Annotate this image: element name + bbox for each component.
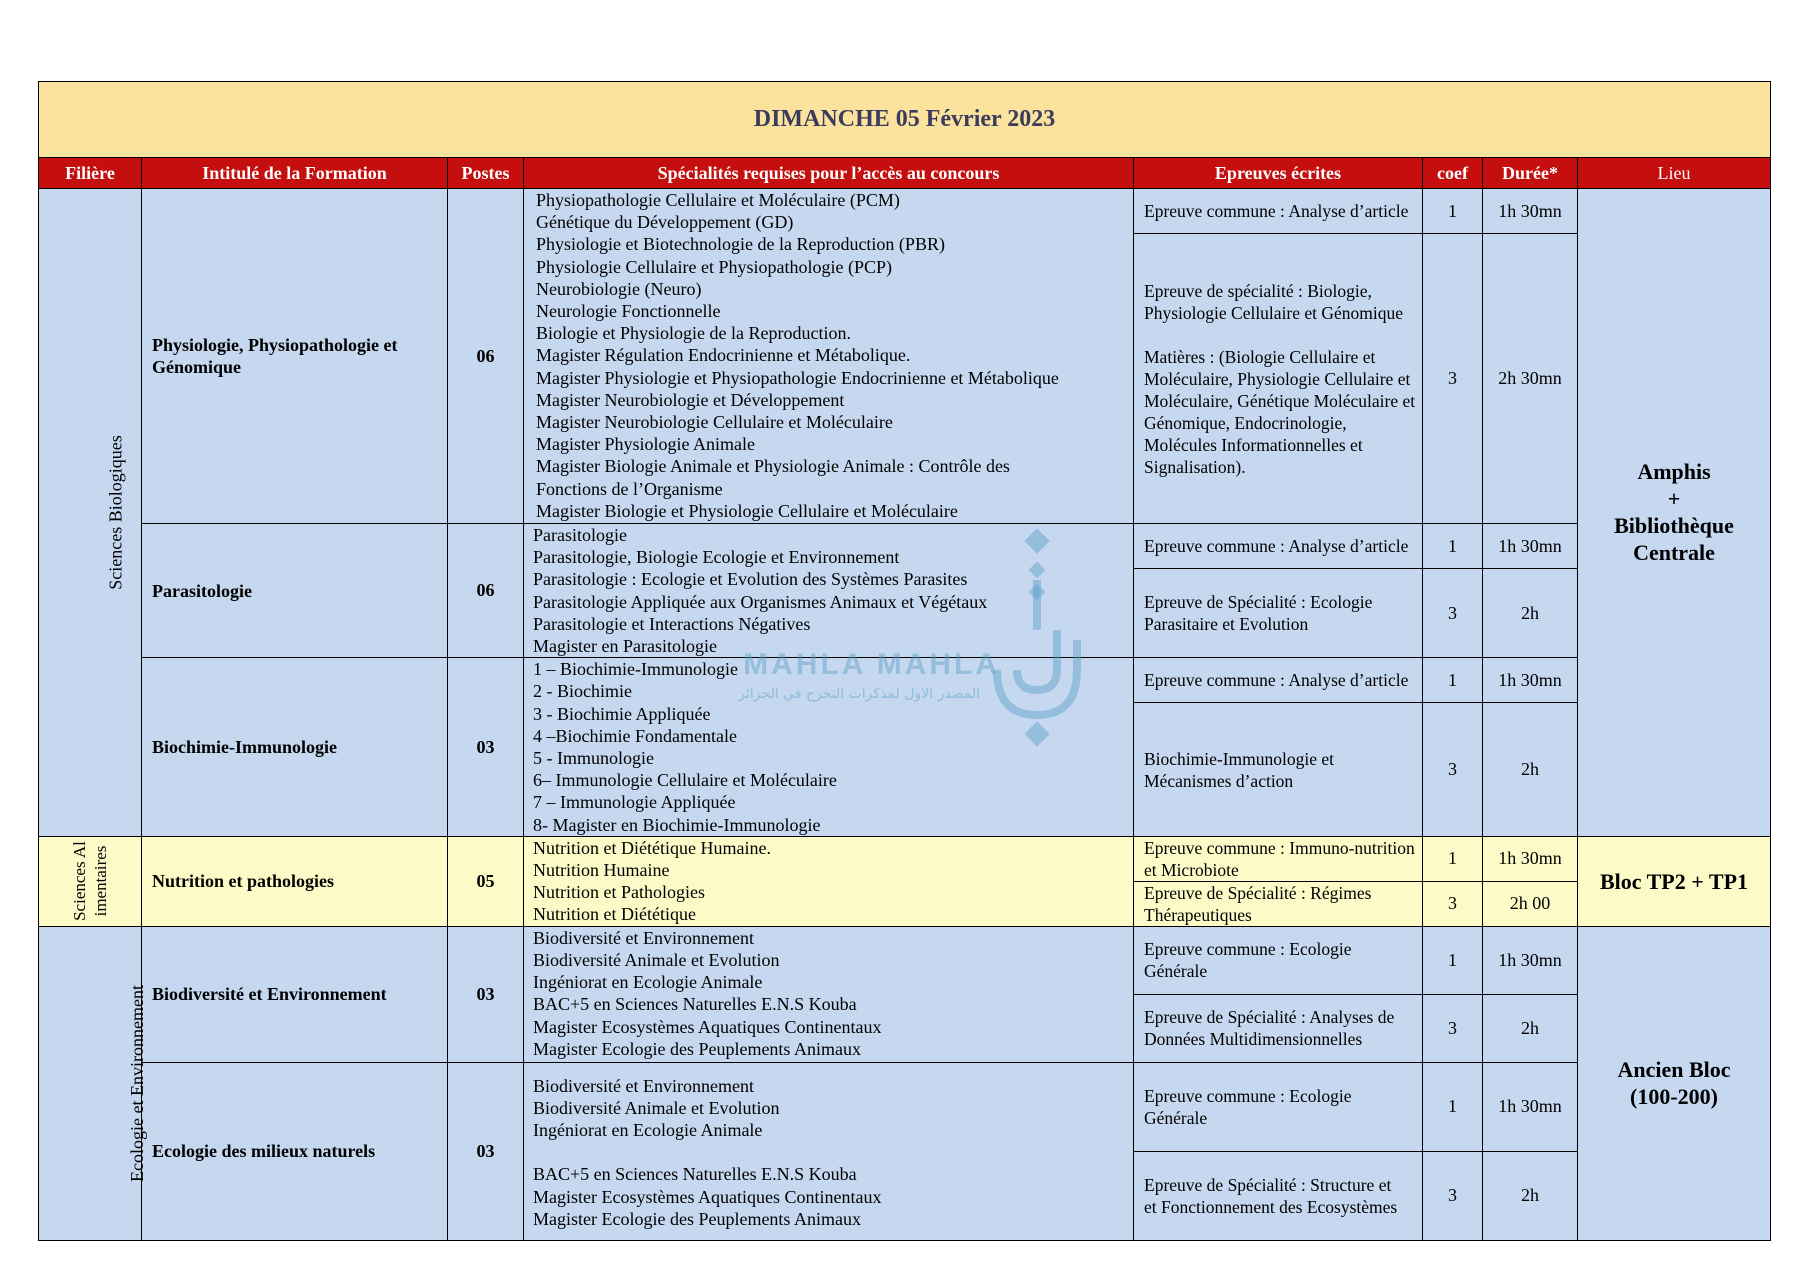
duree-value: 1h 30mn <box>1483 1062 1578 1151</box>
list-item: Magister Ecologie des Peuplements Animaux <box>533 1038 861 1059</box>
list-item: Magister Neurobiologie Cellulaire et Moléculaire <box>536 412 893 433</box>
watermark-text: MAHLA MAHLA <box>743 648 1000 681</box>
header-lieu: Lieu <box>1578 158 1771 189</box>
list-item: Magister Biologie Animale et Physiologie Animale : Contrôle des <box>536 456 1010 477</box>
list-item: Physiologie Cellulaire et Physiopathologie (PCP) <box>536 256 892 277</box>
coef-value: 3 <box>1423 703 1483 836</box>
header-filiere: Filière <box>39 158 142 189</box>
list-item: Nutrition et Diététique <box>533 904 696 925</box>
epreuve-text: Epreuve commune : Immuno-nutrition et Microbiote <box>1134 836 1423 881</box>
list-item: 7 – Immunologie Appliquée <box>533 792 736 813</box>
coef-value: 3 <box>1423 881 1483 926</box>
list-item: Biodiversité et Environnement <box>533 1075 754 1096</box>
table-row <box>39 1062 1771 1151</box>
epreuve-text: Epreuve de Spécialité : Analyses de Données Multidimensionnelles <box>1134 994 1423 1062</box>
filiere-label: Sciences Alimentaires <box>70 841 110 922</box>
list-item: Génétique du Développement (GD) <box>536 212 794 233</box>
postes-value: 03 <box>448 926 524 1062</box>
epreuve-text: Biochimie-Immunologie et Mécanismes d’action <box>1134 703 1423 836</box>
coef-value: 1 <box>1423 836 1483 881</box>
epreuve-text: Epreuve commune : Analyse d’article <box>1134 189 1423 234</box>
header-duree: Durée* <box>1483 158 1578 189</box>
list-item: Magister en Parasitologie <box>533 636 717 657</box>
coef-value: 1 <box>1423 658 1483 703</box>
list-item: Nutrition et Diététique Humaine. <box>533 837 771 858</box>
lieu-line: + <box>1667 486 1681 512</box>
lieu-cell <box>1578 926 1771 1240</box>
filiere-label: Ecologie et Environnement <box>126 984 147 1182</box>
epreuve-paragraph: Epreuve de Spécialité : Structure et <box>1144 1174 1392 1195</box>
duree-value: 2h 00 <box>1483 881 1578 926</box>
epreuve-paragraph: et Fonctionnement des Ecosystèmes <box>1144 1196 1398 1217</box>
spacer <box>533 1141 1125 1163</box>
formation-name: Nutrition et pathologies <box>142 836 448 926</box>
list-item: Magister Ecosystèmes Aquatiques Continentaux <box>533 1186 882 1207</box>
formation-name: Physiologie, Physiopathologie et Génomique <box>142 189 448 524</box>
page-title: DIMANCHE 05 Février 2023 <box>39 82 1771 158</box>
filiere-cell <box>39 836 142 926</box>
header-coef: coef <box>1423 158 1483 189</box>
specialites-list <box>524 524 1134 658</box>
coef-value: 1 <box>1423 524 1483 569</box>
lieu-cell <box>1578 189 1771 837</box>
list-item: Ingéniorat en Ecologie Animale <box>533 972 763 993</box>
duree-value: 1h 30mn <box>1483 836 1578 881</box>
specialites-list <box>524 189 1134 524</box>
list-item: Biodiversité Animale et Evolution <box>533 1098 780 1119</box>
coef-value: 3 <box>1423 569 1483 658</box>
formation-name: Ecologie des milieux naturels <box>142 1062 448 1240</box>
list-item: Magister Biologie et Physiologie Cellulaire et Moléculaire <box>536 500 958 521</box>
coef-value: 1 <box>1423 189 1483 234</box>
postes-value: 03 <box>448 1062 524 1240</box>
list-item: Parasitologie : Ecologie et Evolution des Systèmes Parasites <box>533 569 968 590</box>
formation-name: Biochimie-Immunologie <box>142 658 448 837</box>
duree-value: 2h <box>1483 994 1578 1062</box>
epreuve-text <box>1134 1151 1423 1240</box>
epreuve-text: Epreuve commune : Analyse d’article <box>1134 524 1423 569</box>
epreuve-text: Epreuve commune : Analyse d’article <box>1134 658 1423 703</box>
table-row <box>39 926 1771 994</box>
spacer <box>1144 324 1416 346</box>
header-formation: Intitulé de la Formation <box>142 158 448 189</box>
list-item: Biologie et Physiologie de la Reproduction. <box>536 323 851 344</box>
list-item: Magister Régulation Endocrinienne et Métabolique. <box>536 345 911 366</box>
lieu-line: (100-200) <box>1630 1084 1718 1110</box>
duree-value: 2h <box>1483 569 1578 658</box>
schedule-sheet <box>38 81 1770 1241</box>
list-item: Nutrition Humaine <box>533 860 670 881</box>
coef-value: 3 <box>1423 1151 1483 1240</box>
postes-value: 05 <box>448 836 524 926</box>
duree-value: 2h 30mn <box>1483 234 1578 524</box>
list-item: Parasitologie Appliquée aux Organismes Animaux et Végétaux <box>533 591 988 612</box>
duree-value: 2h <box>1483 703 1578 836</box>
list-item: Neurobiologie (Neuro) <box>536 278 702 299</box>
coef-value: 1 <box>1423 926 1483 994</box>
list-item: 5 - Immunologie <box>533 748 654 769</box>
list-item: Biodiversité Animale et Evolution <box>533 950 780 971</box>
list-item: 4 –Biochimie Fondamentale <box>533 725 737 746</box>
duree-value: 1h 30mn <box>1483 658 1578 703</box>
filiere-label: Sciences Biologiques <box>105 435 126 590</box>
epreuve-text: Epreuve de Spécialité : Ecologie Parasitaire et Evolution <box>1134 569 1423 658</box>
list-item: Nutrition et Pathologies <box>533 882 705 903</box>
watermark-subtitle: المصدر الاول لمذكرات التخرج في الجزائر <box>738 686 980 702</box>
header-epreuves: Epreuves écrites <box>1134 158 1423 189</box>
list-item: Biodiversité et Environnement <box>533 927 754 948</box>
epreuve-text <box>1134 234 1423 524</box>
lieu-line: Centrale <box>1633 540 1715 566</box>
table-header-row <box>39 158 1771 189</box>
header-postes: Postes <box>448 158 524 189</box>
list-item: Parasitologie et Interactions Négatives <box>533 613 811 634</box>
epreuve-paragraph: Epreuve de spécialité : Biologie, Physiologie Cellulaire et Génomique <box>1144 280 1404 323</box>
formation-name: Biodiversité et Environnement <box>142 926 448 1062</box>
epreuve-paragraph: Matières : (Biologie Cellulaire et Moléculaire, Physiologie Cellulaire et Moléculaire, Génétique Moléculaire et Génomique, Endocrinologie, Molécules Informationnelles et Signalisation). <box>1144 346 1416 477</box>
duree-value: 2h <box>1483 1151 1578 1240</box>
list-item: Parasitologie, Biologie Ecologie et Environnement <box>533 547 900 568</box>
list-item: Magister Physiologie Animale <box>536 434 755 455</box>
list-item: BAC+5 en Sciences Naturelles E.N.S Kouba <box>533 1164 857 1185</box>
list-item: Magister Ecologie des Peuplements Animaux <box>533 1208 861 1229</box>
list-item: Magister Ecosystèmes Aquatiques Continentaux <box>533 1016 882 1037</box>
list-item: Fonctions de l’Organisme <box>536 478 723 499</box>
list-item: Physiopathologie Cellulaire et Moléculaire (PCM) <box>536 190 900 210</box>
postes-value: 06 <box>448 189 524 524</box>
schedule-table <box>38 81 1771 1241</box>
specialites-list <box>524 1062 1134 1240</box>
lieu-line: Bibliothèque <box>1614 513 1734 539</box>
duree-value: 1h 30mn <box>1483 926 1578 994</box>
lieu-line: Amphis <box>1637 459 1711 485</box>
filiere-cell <box>39 189 142 837</box>
coef-value: 3 <box>1423 234 1483 524</box>
list-item: BAC+5 en Sciences Naturelles E.N.S Kouba <box>533 994 857 1015</box>
table-row <box>39 189 1771 234</box>
header-specialites: Spécialités requises pour l’accès au concours <box>524 158 1134 189</box>
list-item: Parasitologie <box>533 525 627 545</box>
list-item: Ingéniorat en Ecologie Animale <box>533 1120 763 1141</box>
formation-name: Parasitologie <box>142 524 448 658</box>
list-item: Neurologie Fonctionnelle <box>536 301 721 322</box>
specialites-list <box>524 926 1134 1062</box>
specialites-list <box>524 836 1134 926</box>
table-row <box>39 524 1771 569</box>
list-item: Physiologie et Biotechnologie de la Reproduction (PBR) <box>536 234 945 255</box>
list-item: 2 - Biochimie <box>533 681 632 702</box>
filiere-cell <box>39 926 147 1240</box>
list-item: Magister Physiologie et Physiopathologie Endocrinienne et Métabolique <box>536 367 1059 388</box>
list-item: 1 – Biochimie-Immunologie <box>533 659 738 680</box>
list-item: 6– Immunologie Cellulaire et Moléculaire <box>533 770 837 791</box>
table-row <box>39 658 1771 703</box>
epreuve-text: Epreuve de Spécialité : Régimes Thérapeutiques <box>1134 881 1423 926</box>
coef-value: 1 <box>1423 1062 1483 1151</box>
list-item: 3 - Biochimie Appliquée <box>533 703 711 724</box>
epreuve-text: Epreuve commune : Ecologie Générale <box>1134 926 1423 994</box>
postes-value: 03 <box>448 658 524 837</box>
lieu-line: Ancien Bloc <box>1617 1057 1731 1083</box>
duree-value: 1h 30mn <box>1483 189 1578 234</box>
lieu-cell: Bloc TP2 + TP1 <box>1578 836 1771 926</box>
epreuve-text: Epreuve commune : Ecologie Générale <box>1134 1062 1423 1151</box>
table-row <box>39 836 1771 881</box>
list-item: 8- Magister en Biochimie-Immunologie <box>533 814 821 835</box>
list-item: Magister Neurobiologie et Développement <box>536 389 845 410</box>
duree-value: 1h 30mn <box>1483 524 1578 569</box>
coef-value: 3 <box>1423 994 1483 1062</box>
postes-value: 06 <box>448 524 524 658</box>
specialites-list <box>524 658 1134 837</box>
